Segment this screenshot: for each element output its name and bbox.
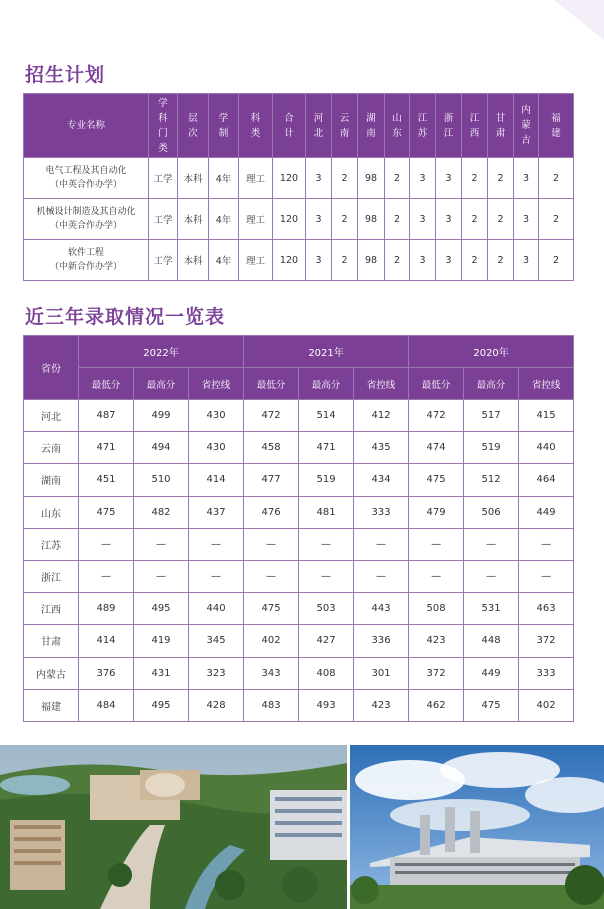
- corner-decoration: [544, 0, 604, 40]
- plan-header-cell: 甘 肃: [488, 94, 514, 158]
- score-cell: 463: [519, 593, 574, 625]
- plan-header-cell: 学 制: [209, 94, 239, 158]
- plan-cell: 2: [462, 158, 488, 199]
- score-cell: 510: [134, 464, 189, 496]
- score-cell: 483: [244, 689, 299, 721]
- score-cell: —: [79, 528, 134, 560]
- plan-header-cell: 层 次: [178, 94, 209, 158]
- score-cell: 423: [354, 689, 409, 721]
- plan-cell: 3: [410, 240, 436, 281]
- enrollment-plan-table: [23, 93, 574, 281]
- plan-header-cell: 福 建: [539, 94, 574, 158]
- plan-cell: 工学: [149, 158, 178, 199]
- score-cell: —: [519, 560, 574, 592]
- plan-cell: 2: [385, 199, 410, 240]
- score-cell: 508: [409, 593, 464, 625]
- campus-building-photo: [350, 745, 604, 909]
- admission-year-header-row: [24, 336, 574, 368]
- plan-cell: 2: [488, 158, 514, 199]
- province-cell: 甘肃: [24, 625, 79, 657]
- score-type-header: 最高分: [299, 368, 354, 400]
- plan-cell: 3: [410, 158, 436, 199]
- plan-cell: 本科: [178, 240, 209, 281]
- score-cell: 503: [299, 593, 354, 625]
- score-cell: 475: [244, 593, 299, 625]
- score-cell: 514: [299, 400, 354, 432]
- plan-cell: 2: [488, 240, 514, 281]
- score-cell: 428: [189, 689, 244, 721]
- plan-cell: 2: [332, 240, 358, 281]
- score-cell: 495: [134, 689, 189, 721]
- plan-cell: 4年: [209, 199, 239, 240]
- table-row: [24, 528, 574, 560]
- plan-cell: 本科: [178, 158, 209, 199]
- admission-sub-header-row: [24, 368, 574, 400]
- score-cell: 489: [79, 593, 134, 625]
- score-cell: 475: [409, 464, 464, 496]
- plan-cell: 2: [385, 158, 410, 199]
- plan-cell: 2: [385, 240, 410, 281]
- score-cell: 301: [354, 657, 409, 689]
- score-cell: 475: [79, 496, 134, 528]
- plan-cell: 120: [273, 199, 306, 240]
- score-cell: 484: [79, 689, 134, 721]
- score-cell: —: [299, 528, 354, 560]
- campus-photos: [0, 745, 604, 909]
- score-cell: —: [79, 560, 134, 592]
- year-header: 2022年: [79, 336, 244, 368]
- major-program-type: （中英合作办学）: [49, 221, 122, 231]
- province-cell: 内蒙古: [24, 657, 79, 689]
- table-row: [24, 158, 574, 199]
- score-cell: 477: [244, 464, 299, 496]
- plan-header-row: [24, 94, 574, 158]
- score-cell: 493: [299, 689, 354, 721]
- score-cell: 476: [244, 496, 299, 528]
- table-row: [24, 593, 574, 625]
- score-cell: 519: [299, 464, 354, 496]
- score-type-header: 省控线: [519, 368, 574, 400]
- plan-cell: 120: [273, 240, 306, 281]
- major-name: 软件工程: [67, 248, 104, 258]
- plan-cell: 3: [306, 158, 332, 199]
- plan-cell: 98: [358, 240, 385, 281]
- province-cell: 福建: [24, 689, 79, 721]
- plan-cell: 2: [488, 199, 514, 240]
- score-cell: 414: [79, 625, 134, 657]
- table-row: [24, 400, 574, 432]
- score-cell: 474: [409, 432, 464, 464]
- score-cell: 415: [519, 400, 574, 432]
- score-cell: 506: [464, 496, 519, 528]
- province-header: 省份: [24, 336, 79, 400]
- score-cell: 323: [189, 657, 244, 689]
- plan-cell: 3: [514, 199, 539, 240]
- score-cell: 423: [409, 625, 464, 657]
- score-type-header: 最高分: [464, 368, 519, 400]
- province-cell: 江苏: [24, 528, 79, 560]
- score-cell: 333: [519, 657, 574, 689]
- plan-header-cell: 学 科 门 类: [149, 94, 178, 158]
- plan-cell: 2: [332, 199, 358, 240]
- plan-cell: 3: [410, 199, 436, 240]
- score-cell: —: [189, 528, 244, 560]
- score-type-header: 最低分: [79, 368, 134, 400]
- table-row: [24, 199, 574, 240]
- score-type-header: 最低分: [409, 368, 464, 400]
- score-cell: 430: [189, 432, 244, 464]
- plan-header-cell: 山 东: [385, 94, 410, 158]
- score-cell: 449: [519, 496, 574, 528]
- plan-cell: 理工: [239, 240, 273, 281]
- major-name: 电气工程及其自动化: [45, 166, 127, 176]
- score-cell: —: [409, 560, 464, 592]
- score-type-header: 省控线: [189, 368, 244, 400]
- score-cell: 430: [189, 400, 244, 432]
- plan-cell: 3: [436, 240, 462, 281]
- score-cell: 345: [189, 625, 244, 657]
- score-cell: —: [134, 528, 189, 560]
- plan-cell: 2: [539, 158, 574, 199]
- score-cell: —: [519, 528, 574, 560]
- major-name: 机械设计制造及其自动化: [36, 207, 136, 217]
- plan-cell: 2: [462, 240, 488, 281]
- score-cell: 402: [519, 689, 574, 721]
- province-cell: 江西: [24, 593, 79, 625]
- score-cell: 427: [299, 625, 354, 657]
- score-cell: 479: [409, 496, 464, 528]
- score-cell: 517: [464, 400, 519, 432]
- score-cell: —: [299, 560, 354, 592]
- score-cell: —: [464, 560, 519, 592]
- plan-cell: 本科: [178, 199, 209, 240]
- score-cell: 414: [189, 464, 244, 496]
- score-cell: 512: [464, 464, 519, 496]
- plan-header-cell: 江 苏: [410, 94, 436, 158]
- score-cell: 481: [299, 496, 354, 528]
- score-cell: 443: [354, 593, 409, 625]
- score-cell: —: [244, 528, 299, 560]
- plan-header-cell: 河 北: [306, 94, 332, 158]
- score-cell: 435: [354, 432, 409, 464]
- table-row: [24, 689, 574, 721]
- score-cell: 419: [134, 625, 189, 657]
- score-cell: 451: [79, 464, 134, 496]
- plan-cell: 2: [539, 199, 574, 240]
- plan-cell: 3: [436, 199, 462, 240]
- score-cell: —: [409, 528, 464, 560]
- enrollment-plan-title: 招生计划: [25, 64, 106, 86]
- plan-cell: 3: [306, 240, 332, 281]
- score-cell: —: [464, 528, 519, 560]
- score-cell: 495: [134, 593, 189, 625]
- plan-cell: 理工: [239, 158, 273, 199]
- score-cell: 449: [464, 657, 519, 689]
- plan-cell: 2: [539, 240, 574, 281]
- plan-header-cell: 湖 南: [358, 94, 385, 158]
- score-cell: 372: [519, 625, 574, 657]
- major-name-cell: [24, 199, 149, 240]
- plan-cell: 3: [514, 240, 539, 281]
- plan-cell: 3: [436, 158, 462, 199]
- score-cell: 376: [79, 657, 134, 689]
- plan-cell: 3: [306, 199, 332, 240]
- plan-header-cell: 浙 江: [436, 94, 462, 158]
- plan-cell: 3: [514, 158, 539, 199]
- score-cell: —: [244, 560, 299, 592]
- plan-header-cell: 云 南: [332, 94, 358, 158]
- score-cell: 408: [299, 657, 354, 689]
- score-type-header: 省控线: [354, 368, 409, 400]
- score-cell: 431: [134, 657, 189, 689]
- score-cell: 336: [354, 625, 409, 657]
- plan-header-cell: 内 蒙 古: [514, 94, 539, 158]
- admission-summary-title: 近三年录取情况一览表: [25, 306, 226, 328]
- score-cell: —: [354, 560, 409, 592]
- major-program-type: （中新合作办学）: [49, 262, 122, 272]
- score-cell: 482: [134, 496, 189, 528]
- plan-header-cell: 科 类: [239, 94, 273, 158]
- score-type-header: 最高分: [134, 368, 189, 400]
- major-program-type: （中英合作办学）: [49, 180, 122, 190]
- major-name-cell: [24, 240, 149, 281]
- plan-cell: 工学: [149, 240, 178, 281]
- table-row: [24, 464, 574, 496]
- score-cell: 464: [519, 464, 574, 496]
- major-name-cell: [24, 158, 149, 199]
- table-row: [24, 625, 574, 657]
- score-cell: 475: [464, 689, 519, 721]
- score-cell: 437: [189, 496, 244, 528]
- plan-cell: 4年: [209, 240, 239, 281]
- plan-cell: 2: [462, 199, 488, 240]
- plan-header-cell: 江 西: [462, 94, 488, 158]
- table-row: [24, 657, 574, 689]
- table-row: [24, 496, 574, 528]
- score-cell: 462: [409, 689, 464, 721]
- admission-summary-table: [23, 335, 574, 722]
- province-cell: 湖南: [24, 464, 79, 496]
- plan-cell: 理工: [239, 199, 273, 240]
- plan-header-cell: 合 计: [273, 94, 306, 158]
- table-row: [24, 432, 574, 464]
- score-cell: 472: [244, 400, 299, 432]
- score-cell: 434: [354, 464, 409, 496]
- score-cell: 471: [79, 432, 134, 464]
- plan-cell: 98: [358, 158, 385, 199]
- plan-header-cell: 专业名称: [24, 94, 149, 158]
- score-cell: 487: [79, 400, 134, 432]
- year-header: 2020年: [409, 336, 574, 368]
- score-cell: 458: [244, 432, 299, 464]
- province-cell: 山东: [24, 496, 79, 528]
- campus-aerial-photo: [0, 745, 347, 909]
- score-cell: 412: [354, 400, 409, 432]
- score-cell: 440: [189, 593, 244, 625]
- table-row: [24, 560, 574, 592]
- plan-cell: 98: [358, 199, 385, 240]
- score-cell: 531: [464, 593, 519, 625]
- score-cell: —: [189, 560, 244, 592]
- table-row: [24, 240, 574, 281]
- score-cell: 494: [134, 432, 189, 464]
- score-cell: 402: [244, 625, 299, 657]
- score-cell: 519: [464, 432, 519, 464]
- plan-cell: 4年: [209, 158, 239, 199]
- plan-cell: 2: [332, 158, 358, 199]
- score-cell: 343: [244, 657, 299, 689]
- province-cell: 云南: [24, 432, 79, 464]
- score-cell: —: [134, 560, 189, 592]
- score-cell: 440: [519, 432, 574, 464]
- score-cell: 448: [464, 625, 519, 657]
- score-cell: —: [354, 528, 409, 560]
- plan-cell: 120: [273, 158, 306, 199]
- score-cell: 499: [134, 400, 189, 432]
- score-cell: 472: [409, 400, 464, 432]
- score-type-header: 最低分: [244, 368, 299, 400]
- score-cell: 471: [299, 432, 354, 464]
- year-header: 2021年: [244, 336, 409, 368]
- province-cell: 浙江: [24, 560, 79, 592]
- score-cell: 333: [354, 496, 409, 528]
- province-cell: 河北: [24, 400, 79, 432]
- score-cell: 372: [409, 657, 464, 689]
- plan-cell: 工学: [149, 199, 178, 240]
